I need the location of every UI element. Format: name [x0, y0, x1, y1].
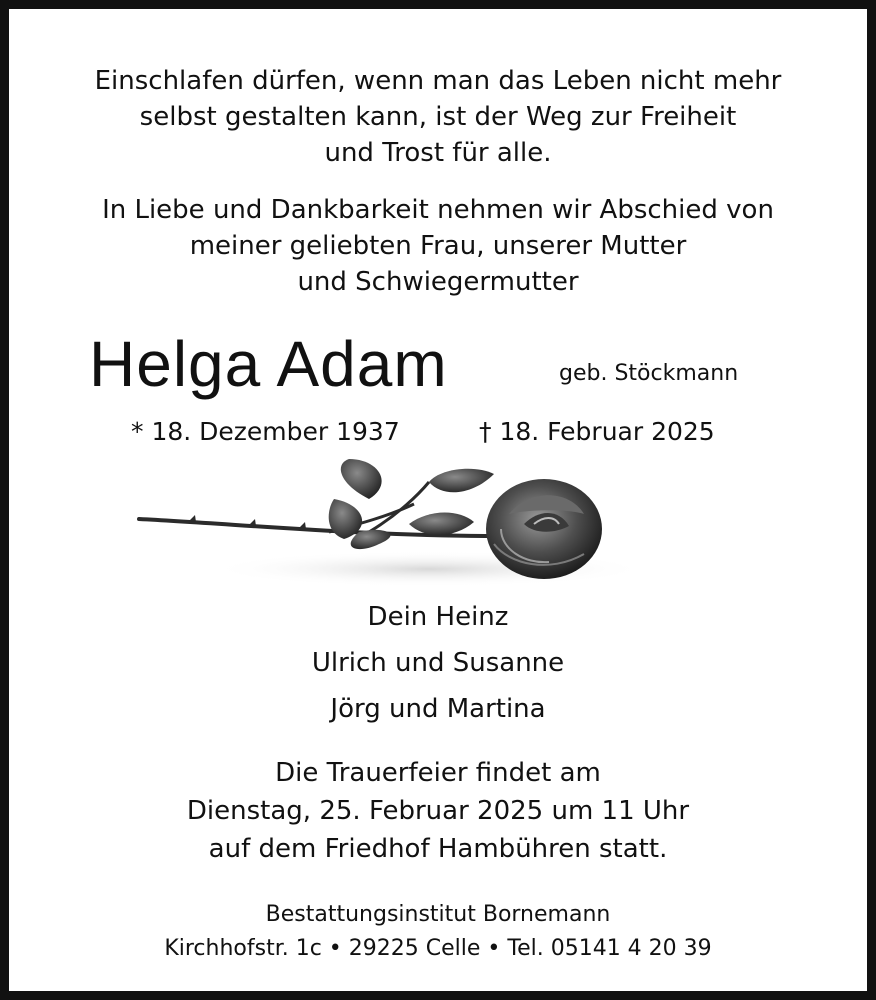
rose-image: [129, 454, 649, 594]
death-date: † 18. Februar 2025: [479, 417, 715, 446]
funeral-home-contact: Kirchhofstr. 1c • 29225 Celle • Tel. 05141 4 20 39: [164, 936, 712, 961]
funeral-line-2: Dienstag, 25. Februar 2025 um 11 Uhr: [186, 796, 690, 826]
birth-date: * 18. Dezember 1937: [131, 417, 400, 446]
intro-line-2: meiner geliebten Frau, unserer Mutter: [189, 231, 687, 261]
deceased-name: Helga Adam: [89, 328, 448, 400]
mourner-1: Dein Heinz: [367, 602, 509, 632]
mourner-3: Jörg und Martina: [330, 694, 546, 724]
name-row: [9, 324, 867, 404]
poem-line-1: Einschlafen dürfen, wenn man das Leben nicht mehr: [94, 66, 782, 96]
funeral-line-3: auf dem Friedhof Hambühren statt.: [208, 834, 668, 864]
poem-line-2: selbst gestalten kann, ist der Weg zur Freiheit: [139, 102, 737, 132]
funeral-home-name: Bestattungsinstitut Bornemann: [265, 902, 611, 927]
funeral-line-1: Die Trauerfeier findet am: [275, 758, 601, 788]
mourner-2: Ulrich und Susanne: [311, 648, 565, 678]
maiden-name: geb. Stöckmann: [559, 361, 739, 386]
poem-line-3: und Trost für alle.: [324, 138, 552, 168]
intro-line-1: In Liebe und Dankbarkeit nehmen wir Abschied von: [102, 195, 774, 225]
intro-line-3: und Schwiegermutter: [297, 267, 579, 297]
